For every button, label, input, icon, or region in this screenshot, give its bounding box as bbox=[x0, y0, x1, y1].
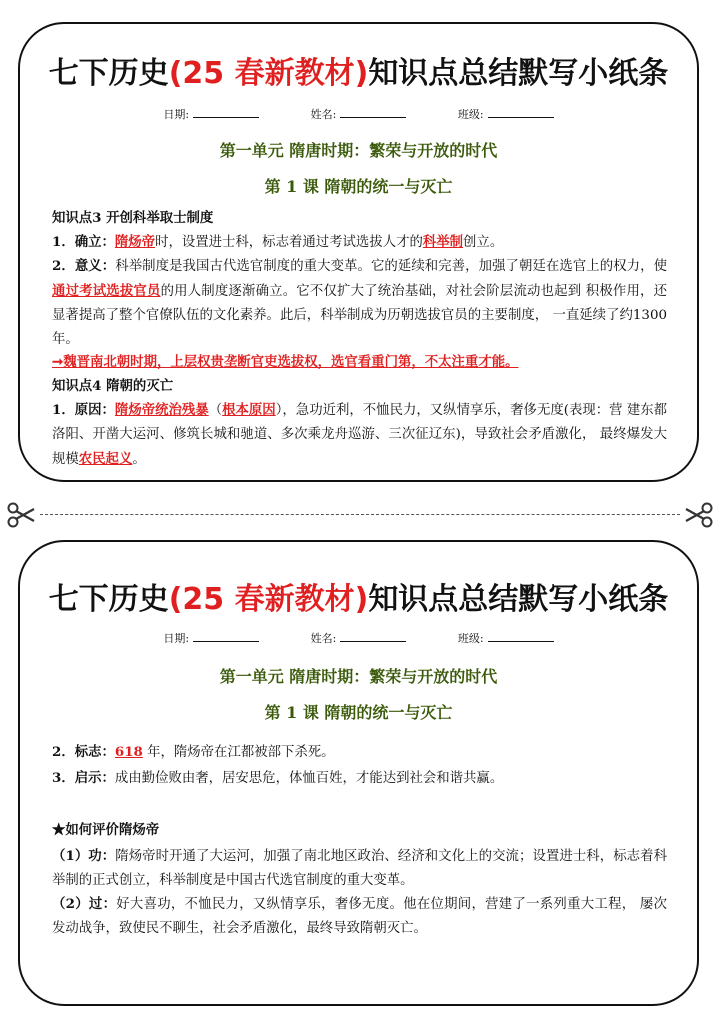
item-label: 3．启示： bbox=[52, 770, 115, 786]
lesson-heading: 第 1 课 隋朝的统一与灭亡 bbox=[264, 177, 453, 196]
keyword: 618 bbox=[114, 744, 143, 760]
keyword: 隋炀帝统治残暴 bbox=[114, 402, 209, 418]
item-text: 科举制度是我国古代选官制度的重大变革。它的延续和完善，加强了朝廷在选官上的权力，使 bbox=[115, 259, 667, 274]
class-field[interactable] bbox=[458, 106, 554, 122]
title-prefix: 七下历史 bbox=[48, 56, 169, 91]
keyword: 通过考试选拔官员 bbox=[52, 283, 161, 299]
date-blank[interactable] bbox=[193, 631, 259, 642]
kp3-heading: 知识点3 开创科举取士制度 bbox=[52, 210, 214, 226]
date-blank[interactable] bbox=[193, 107, 259, 118]
name-field[interactable] bbox=[311, 630, 407, 646]
cut-line bbox=[40, 514, 680, 515]
name-blank[interactable] bbox=[340, 631, 406, 642]
arrow-note: ➞魏晋南北朝时期，上层权贵垄断官吏选拔权，选官看重门第，不太注重才能。 bbox=[52, 354, 519, 370]
unit-heading: 第一单元 隋唐时期：繁荣与开放的时代 bbox=[219, 667, 498, 686]
unit-heading: 第一单元 隋唐时期：繁荣与开放的时代 bbox=[219, 141, 498, 160]
merit-item bbox=[52, 844, 667, 893]
keyword: 根本原因 bbox=[222, 402, 276, 418]
evaluation-heading: ★如何评价隋炀帝 bbox=[52, 822, 160, 838]
item-text: ），急功近利，不恤民力，又纵情享乐，奢侈无度(表现：营 建东都洛阳、开凿大运河、修筑长城和驰道、多次乘龙舟巡游、三次征辽东)，导致社会矛盾激化， 最终爆发大规模 bbox=[52, 403, 668, 467]
kp4-item-1 bbox=[52, 398, 667, 472]
kp3-item-1 bbox=[52, 230, 667, 255]
title-suffix: 知识点总结默写小纸条 bbox=[368, 582, 669, 617]
item-label: （2）过： bbox=[52, 896, 117, 912]
item-label: 2．意义： bbox=[52, 258, 116, 274]
item-text: 的用人制度逐渐确立。它不仅扩大了统治基础，对社会阶层流动也起到 积极作用，还显著提高了整个官僚队伍的文化素养。此后，科举制成为历朝选拔官员的主要制度， 一直延续了约1300 年。 bbox=[52, 284, 667, 347]
title-accent: (25 春新教材) bbox=[168, 56, 369, 91]
name-label: 姓名: bbox=[310, 108, 337, 121]
class-label: 班级: bbox=[457, 108, 484, 121]
item-lesson bbox=[52, 766, 667, 791]
name-blank[interactable] bbox=[340, 107, 406, 118]
date-label: 日期: bbox=[163, 632, 190, 645]
title-prefix: 七下历史 bbox=[48, 582, 169, 617]
item-label: 1．原因： bbox=[52, 402, 115, 418]
keyword: 农民起义 bbox=[78, 451, 133, 467]
date-field[interactable] bbox=[163, 630, 259, 646]
item-text: 成由勤俭败由奢，居安思危，体恤百姓，才能达到社会和谐共赢。 bbox=[114, 771, 504, 786]
fault-item bbox=[52, 892, 667, 941]
meta-row bbox=[20, 106, 697, 122]
title-accent: (25 春新教材) bbox=[168, 582, 369, 617]
card-title bbox=[20, 48, 697, 92]
item-sign bbox=[52, 740, 667, 765]
date-label: 日期: bbox=[163, 108, 190, 121]
kp3-item-2 bbox=[52, 254, 667, 352]
class-field[interactable] bbox=[458, 630, 554, 646]
keyword: 科举制 bbox=[422, 234, 464, 250]
date-field[interactable] bbox=[163, 106, 259, 122]
class-label: 班级: bbox=[457, 632, 484, 645]
item-text: （ bbox=[208, 403, 223, 418]
note-card-top bbox=[18, 22, 699, 482]
item-text: 。 bbox=[132, 452, 146, 467]
title-suffix: 知识点总结默写小纸条 bbox=[368, 56, 669, 91]
class-blank[interactable] bbox=[488, 107, 554, 118]
keyword: 隋炀帝 bbox=[114, 234, 156, 250]
name-field[interactable] bbox=[311, 106, 407, 122]
class-blank[interactable] bbox=[488, 631, 554, 642]
card-title bbox=[20, 574, 697, 618]
item-label: （1）功： bbox=[52, 848, 116, 864]
item-text: 创立。 bbox=[463, 235, 504, 250]
item-label: 1．确立： bbox=[52, 234, 115, 250]
item-label: 2．标志： bbox=[52, 744, 115, 760]
note-card-bottom bbox=[18, 540, 699, 1006]
item-text: 年，隋炀帝在江都被部下杀死。 bbox=[142, 745, 335, 760]
lesson-heading: 第 1 课 隋朝的统一与灭亡 bbox=[264, 703, 453, 722]
item-text: 好大喜功，不恤民力，又纵情享乐，奢侈无度。他在位期间，营建了一系列重大工程， 屡次发动战争，致使民不聊生，社会矛盾激化，最终导致隋朝灭亡。 bbox=[52, 897, 667, 936]
scissors-icon bbox=[684, 500, 714, 530]
item-text: 时，设置进士科，标志着通过考试选拔人才的 bbox=[155, 235, 423, 250]
name-label: 姓名: bbox=[310, 632, 337, 645]
item-text: 隋炀帝时开通了大运河，加强了南北地区政治、经济和文化上的交流；设置进士科，标志着科举制的正式创立，科举制度是中国古代选官制度的重大变革。 bbox=[52, 849, 667, 888]
kp4-heading: 知识点4 隋朝的灭亡 bbox=[52, 378, 174, 394]
scissors-icon bbox=[6, 500, 36, 530]
meta-row bbox=[20, 630, 697, 646]
